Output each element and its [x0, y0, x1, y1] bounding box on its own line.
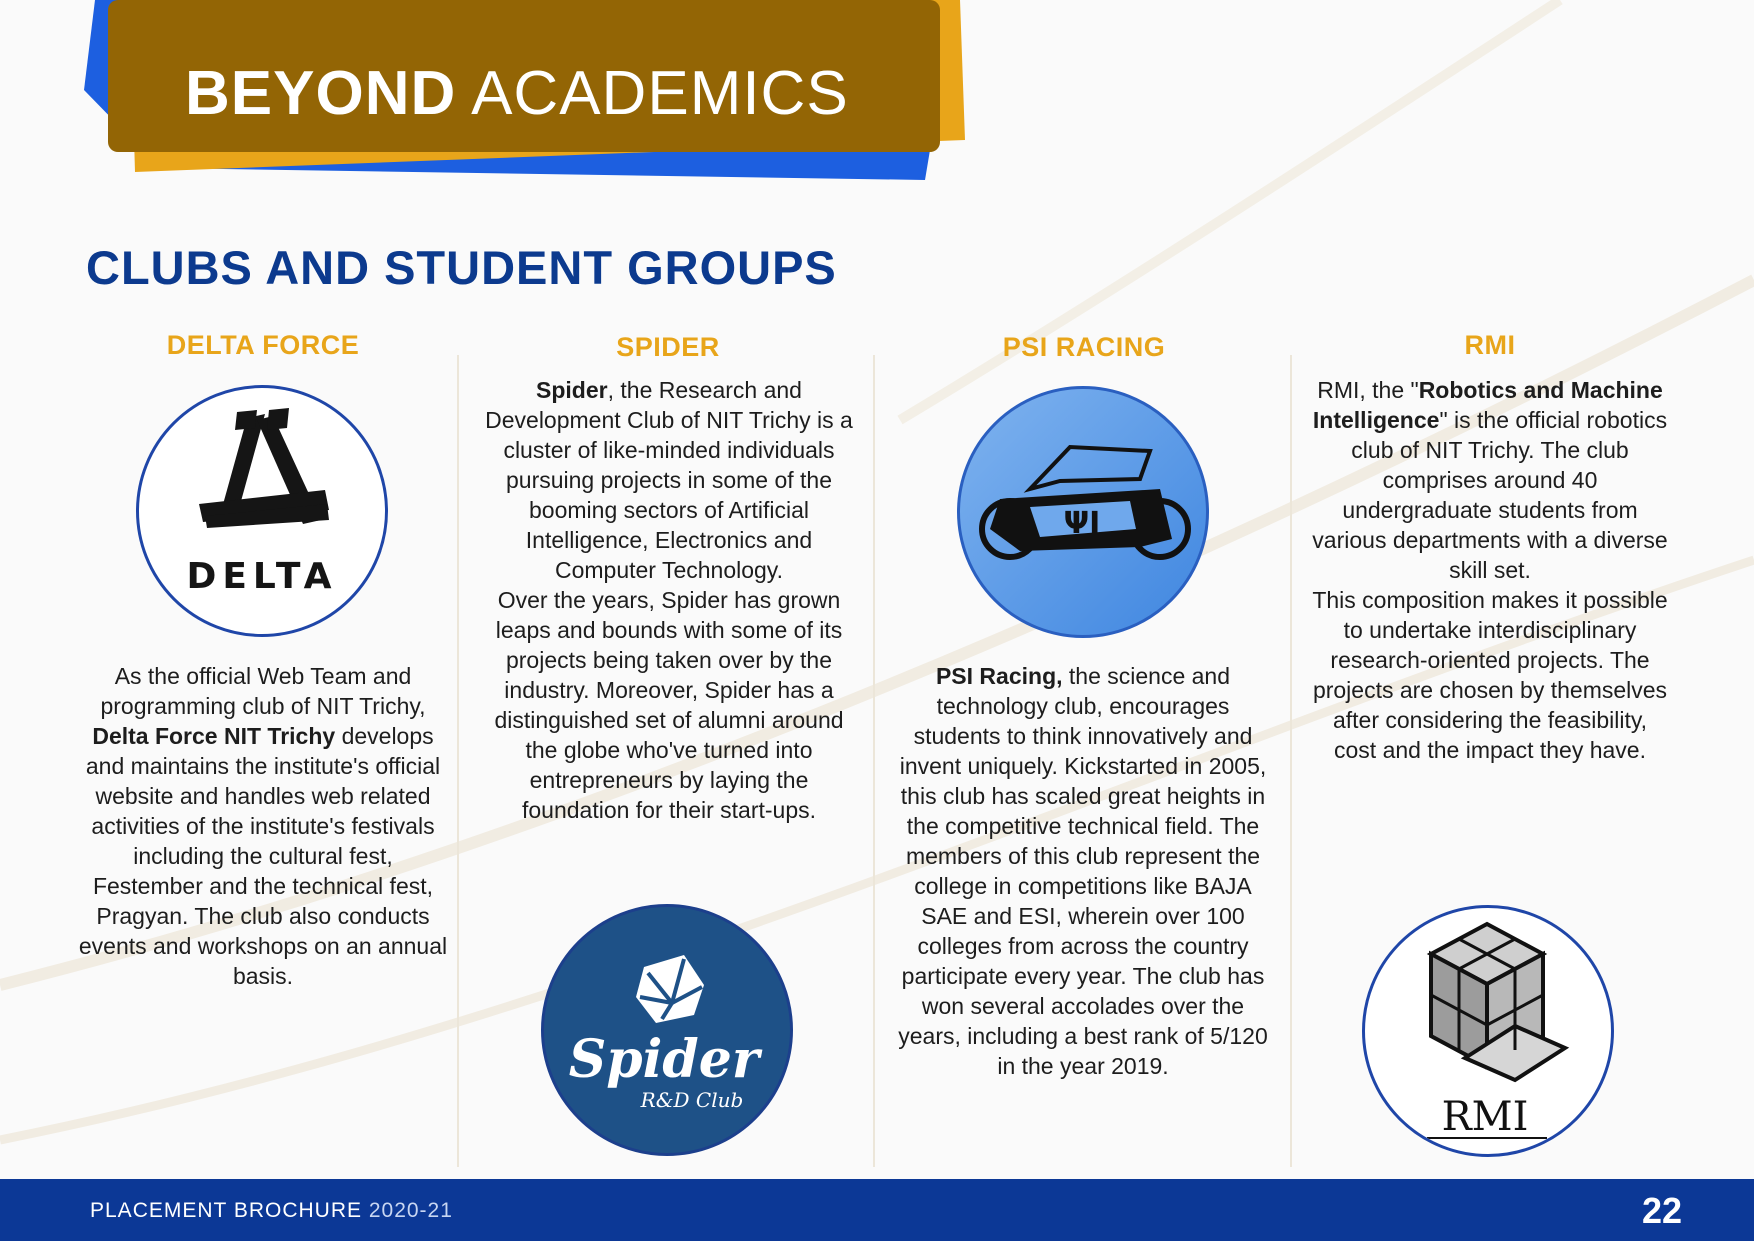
- spider-logo-text: Spider: [568, 1029, 760, 1090]
- column-divider: [873, 355, 875, 1167]
- banner-title: BEYOND ACADEMICS: [185, 59, 849, 128]
- club-column-rmi: [1290, 330, 1690, 361]
- rmi-logo: [1362, 905, 1614, 1157]
- club-name: RMI: [1464, 330, 1516, 360]
- club-column-spider: [468, 330, 868, 363]
- rmi-description: RMI, the "Robotics and Machine Intelligence" is the official robotics club of NIT Trichy. The club comprises around 40 undergraduate students from various departments with a diverse skill set. This composition makes it possible to undertake interdisciplinary research-oriented projects. The projects are chosen by themselves after considering the feasibility, cost and the impact they have.: [1312, 377, 1668, 763]
- psi-racing-mark-icon: [960, 389, 1206, 635]
- footer-bar: [0, 1179, 1754, 1241]
- spider-logo: [541, 904, 793, 1156]
- psi-racing-logo: [957, 386, 1209, 638]
- page-number: 22: [1641, 1190, 1682, 1231]
- club-name: SPIDER: [616, 332, 720, 362]
- footer-label: PLACEMENT BROCHURE 2020-21: [90, 1199, 453, 1222]
- delta-logo-text: DELTA: [186, 556, 338, 597]
- delta-mark-icon: [139, 388, 385, 634]
- spider-logo-subtext: R&D Club: [640, 1088, 744, 1112]
- club-column-delta: [63, 330, 463, 361]
- svg-text:ΨI: ΨI: [1063, 506, 1101, 541]
- club-name: DELTA FORCE: [166, 330, 360, 360]
- spider-description: Spider, the Research and Development Club of NIT Trichy is a cluster of like-minded individuals pursuing projects in some of the booming sectors of Artificial Intelligence, Electronics and Computer Technology. Over the years, Spider has grown leaps and bounds with some of its projects being taken over by the industry. Moreover, Spider has a distinguished set of alumni around the globe who've turned into entrepreneurs by laying the foundation for their start-ups.: [485, 377, 853, 823]
- rmi-cube-icon: [1365, 908, 1611, 1154]
- rmi-logo-text: RMI: [1441, 1094, 1529, 1140]
- column-divider: [457, 355, 459, 1167]
- club-column-psi: [884, 330, 1284, 363]
- psi-description: PSI Racing, the science and technology club, encourages students to think innovatively and invent uniquely. Kickstarted in 2005, this club has scaled great heights in the competitive technical field. The members of this club represent the college in competitions like BAJA SAE and ESI, wherein over 100 colleges from across the country participate every year. The club has won several accolades over the years, including a best rank of 5/120 in the year 2019.: [898, 663, 1268, 1079]
- delta-description: As the official Web Team and programming club of NIT Trichy, Delta Force NIT Trichy develops and maintains the institute's official website and handles web related activities of the institute's festivals including the cultural fest, Festember and the technical fest, Pragyan. The club also conducts events and workshops on an annual basis.: [78, 663, 448, 989]
- section-title: CLUBS AND STUDENT GROUPS: [86, 241, 837, 294]
- column-divider: [1290, 355, 1292, 1167]
- delta-logo: [136, 385, 388, 637]
- club-name: PSI RACING: [1002, 332, 1166, 362]
- spider-mark-icon: [544, 907, 790, 1153]
